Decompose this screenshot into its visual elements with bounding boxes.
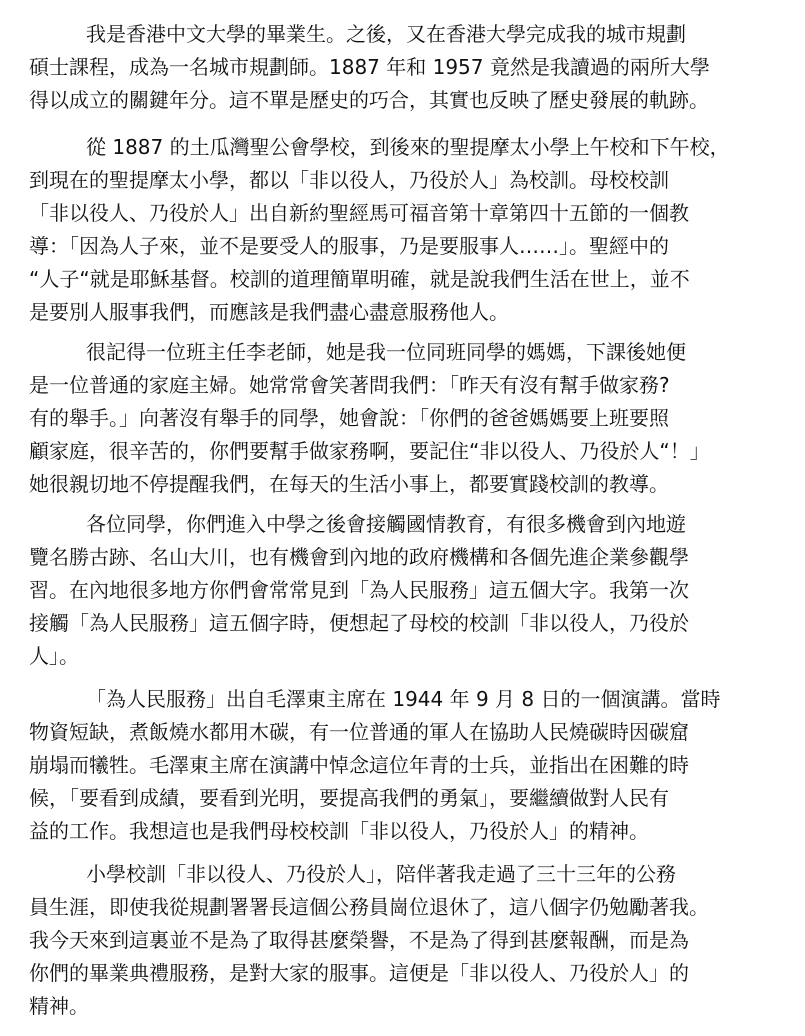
text-line: 「為人民服務」出自毛澤東主席在 1944 年 9 月 8 日的一個演講。當時: [86, 687, 721, 711]
paragraph-2: [29, 131, 789, 329]
text-line: 顧家庭，很辛苦的，你們要幫手做家務啊，要記住“非以役人、乃役於人“！」: [29, 439, 710, 463]
text-line: 人」。: [29, 644, 79, 668]
text-line: 各位同學，你們進入中學之後會接觸國情教育，有很多機會到內地遊: [86, 512, 686, 536]
text-line: 得以成立的關鍵年分。這不單是歷史的巧合，其實也反映了歷史發展的軌跡。: [29, 88, 709, 112]
paragraph-5: [29, 683, 789, 848]
text-line: 崩塌而犧牲。毛澤東主席在演講中悼念這位年青的士兵，並指出在困難的時: [29, 753, 689, 777]
text-line: 你們的畢業典禮服務，是對大家的服事。這便是「非以役人、乃役於人」的: [29, 961, 689, 985]
text-line: “人子“就是耶穌基督。校訓的道理簡單明確，就是說我們生活在世上，並不: [29, 267, 690, 291]
text-line: 習。在內地很多地方你們會常常見到「為人民服務」這五個大字。我第一次: [29, 578, 689, 602]
text-line: 益的工作。我想這也是我們母校校訓「非以役人，乃役於人」的精神。: [29, 819, 649, 843]
text-line: 接觸「為人民服務」這五個字時，便想起了母校的校訓「非以役人，乃役於: [29, 611, 689, 635]
text-line: 「非以役人、乃役於人」出自新約聖經馬可福音第十章第四十五節的一個教: [29, 201, 689, 225]
text-line: 碩士課程，成為一名城市規劃師。1887 年和 1957 竟然是我讀過的兩所大學: [29, 55, 710, 79]
text-line: 我今天來到這裏並不是為了取得甚麼榮譽，不是為了得到甚麼報酬，而是為: [29, 928, 689, 952]
text-line: 是要別人服事我們，而應該是我們盡心盡意服務他人。: [29, 300, 509, 324]
paragraph-4: [29, 508, 789, 673]
text-line: 有的舉手。」向著沒有舉手的同學，她會說：「你們的爸爸媽媽要上班要照: [29, 406, 669, 430]
text-line: 導：「因為人子來，並不是要受人的服事，乃是要服事人……」。聖經中的: [29, 234, 669, 258]
text-line: 小學校訓「非以役人、乃役於人」，陪伴著我走過了三十三年的公務: [86, 862, 676, 886]
text-line: 物資短缺，煮飯燒水都用木碳，有一位普通的軍人在協助人民燒碳時因碳窟: [29, 720, 689, 744]
text-line: 是一位普通的家庭主婦。她常常會笑著問我們：「昨天有沒有幫手做家務?: [29, 373, 670, 397]
text-line: 她很親切地不停提醒我們，在每天的生活小事上，都要實踐校訓的教導。: [29, 472, 669, 496]
text-line: 員生涯，即使我從規劃署署長這個公務員崗位退休了，這八個字仍勉勵著我。: [29, 895, 709, 919]
text-line: 到現在的聖提摩太小學，都以「非以役人，乃役於人」為校訓。母校校訓: [29, 168, 669, 192]
text-line: 很記得一位班主任李老師，她是我一位同班同學的媽媽，下課後她便: [86, 340, 686, 364]
text-line: 從 1887 的土瓜灣聖公會學校，到後來的聖提摩太小學上午校和下午校，: [86, 135, 730, 159]
text-line: 覽名勝古跡、名山大川，也有機會到內地的政府機構和各個先進企業參觀學: [29, 545, 689, 569]
paragraph-6: [29, 858, 789, 1023]
text-line: 我是香港中文大學的畢業生。之後，又在香港大學完成我的城市規劃: [86, 22, 686, 46]
text-line: 精神。: [29, 994, 89, 1018]
paragraph-3: [29, 336, 789, 501]
paragraph-1: [29, 18, 789, 117]
text-line: 候，「要看到成績，要看到光明，要提高我們的勇氣」，要繼續做對人民有: [29, 786, 669, 810]
